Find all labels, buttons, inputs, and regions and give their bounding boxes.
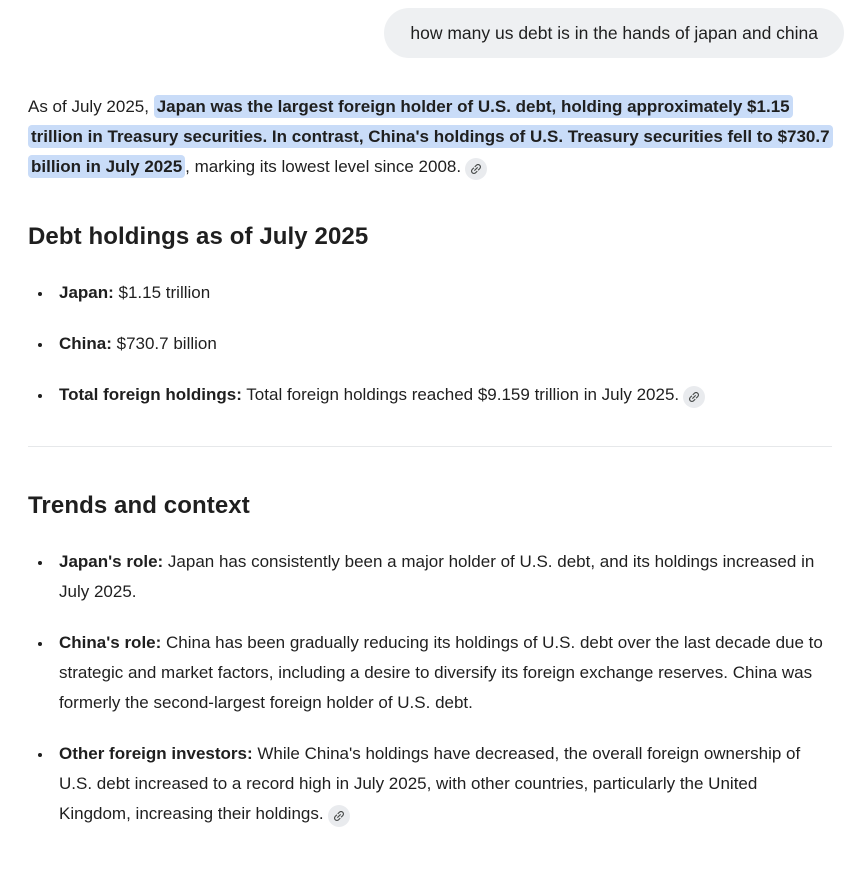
list-item <box>53 547 832 607</box>
answer-intro-paragraph <box>28 92 832 182</box>
intro-suffix: , marking its lowest level since 2008. <box>185 157 462 176</box>
section-divider <box>28 446 832 447</box>
link-icon[interactable] <box>465 158 487 180</box>
list-item <box>53 278 832 308</box>
list-item-text: While China's holdings have decreased, the overall foreign ownership of U.S. debt increased to a record high in July 2025, with other countries, particularly the United Kingdom, increasing their holdings. <box>59 744 801 823</box>
list-item-term: Japan's role: <box>59 552 164 571</box>
list-item-text: Total foreign holdings reached $9.159 trillion in July 2025. <box>241 385 680 404</box>
list-item <box>53 329 832 359</box>
list-item-text: China has been gradually reducing its holdings of U.S. debt over the last decade due to strategic and market factors, including a desire to diversify its foreign exchange reserves. China was formerly the second-largest foreign holder of U.S. debt. <box>59 633 823 712</box>
section-heading-debt-holdings: Debt holdings as of July 2025 <box>28 223 369 250</box>
user-message-bubble: how many us debt is in the hands of japan and china <box>384 8 844 58</box>
trends-list <box>28 547 832 829</box>
debt-holdings-list <box>28 278 832 410</box>
list-item <box>53 380 832 410</box>
list-item-text: Japan has consistently been a major holder of U.S. debt, and its holdings increased in July 2025. <box>59 552 815 601</box>
list-item-term: Other foreign investors: <box>59 744 253 763</box>
list-item <box>53 739 832 829</box>
user-message-row <box>28 8 844 58</box>
list-item-text: $1.15 trillion <box>113 283 211 302</box>
list-item-term: Total foreign holdings: <box>59 385 242 404</box>
section-heading-trends: Trends and context <box>28 492 250 519</box>
intro-prefix: As of July 2025, <box>28 97 154 116</box>
list-item-term: Japan: <box>59 283 114 302</box>
list-item-text: $730.7 billion <box>111 334 217 353</box>
link-icon[interactable] <box>328 805 350 827</box>
list-item-term: China: <box>59 334 112 353</box>
intro-highlighted-answer: Japan was the largest foreign holder of U.S. debt, holding approximately $1.15 trillion in Treasury securities. In contrast, China's holdings of U.S. Treasury securities fell to $730.7 billion in July 2025 <box>28 95 833 178</box>
list-item <box>53 628 832 718</box>
link-icon[interactable] <box>683 386 705 408</box>
list-item-term: China's role: <box>59 633 162 652</box>
